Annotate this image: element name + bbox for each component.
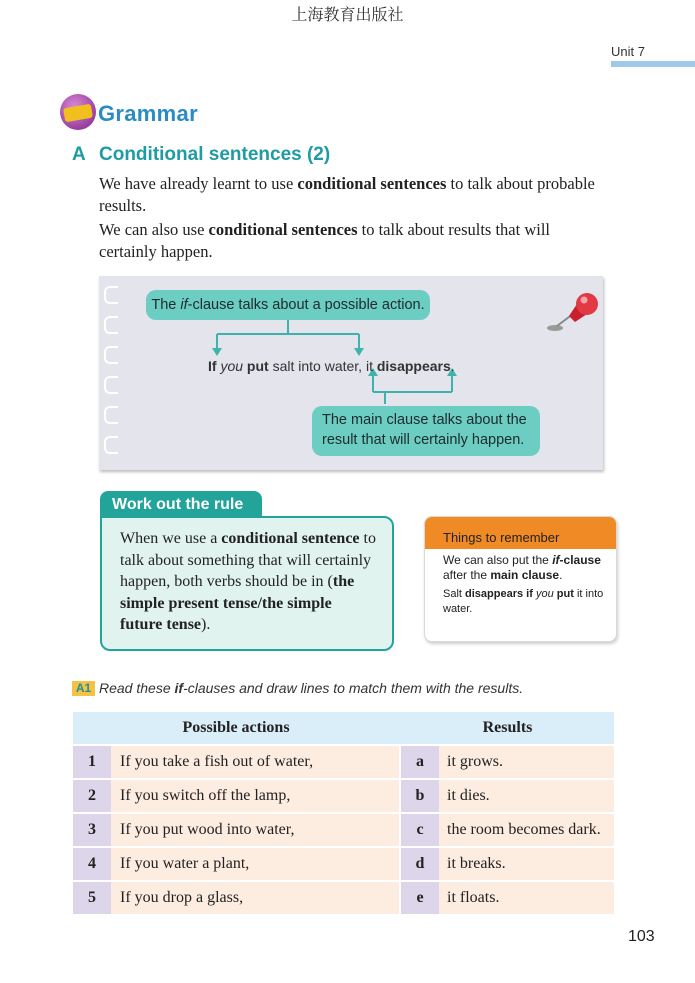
table-row [73, 812, 614, 846]
action-text[interactable]: If you drop a glass, [111, 880, 399, 914]
table-row [73, 744, 614, 778]
rule-box: When we use a conditional sentence to talk about something that will certainly happen, both verbs should be in (the simple present tense/the simple future tense). [100, 516, 394, 651]
action-number: 4 [73, 846, 111, 880]
things-to-remember-body: We can also put the if-clause after the main clause. Salt disappears if you put it into water. [443, 553, 604, 615]
work-out-rule-tab: Work out the rule [100, 491, 262, 518]
example-notebook [99, 276, 603, 470]
results-header: Results [401, 712, 614, 744]
action-text[interactable]: If you water a plant, [111, 846, 399, 880]
example-sentence: If you put salt into water, it disappears. [208, 358, 455, 374]
possible-actions-header: Possible actions [73, 712, 399, 744]
result-letter: a [401, 744, 439, 778]
result-text[interactable]: it dies. [439, 778, 614, 812]
activity-instruction: Read these if-clauses and draw lines to match them with the results. [99, 680, 524, 696]
action-number: 3 [73, 812, 111, 846]
publisher-header: 上海教育出版社 [291, 5, 404, 24]
unit-bar [611, 61, 695, 67]
action-text[interactable]: If you take a fish out of water, [111, 744, 399, 778]
action-number: 1 [73, 744, 111, 778]
table-row [73, 778, 614, 812]
section-letter: A [72, 144, 86, 165]
intro-paragraph-2: We can also use conditional sentences to talk about results that will certainly happen. [99, 220, 550, 261]
result-text[interactable]: it breaks. [439, 846, 614, 880]
activity-tag: A1 [72, 681, 95, 696]
page-number: 103 [628, 928, 655, 945]
result-letter: c [401, 812, 439, 846]
grammar-badge-icon [60, 94, 96, 130]
matching-table [73, 712, 614, 914]
if-clause-callout: The if-clause talks about a possible action. [146, 290, 430, 320]
section-title: Conditional sentences (2) [99, 144, 331, 165]
result-letter: e [401, 880, 439, 914]
result-letter: d [401, 846, 439, 880]
action-number: 2 [73, 778, 111, 812]
action-text[interactable]: If you switch off the lamp, [111, 778, 399, 812]
action-number: 5 [73, 880, 111, 914]
things-to-remember-box [424, 516, 617, 642]
unit-label: Unit 7 [611, 44, 645, 59]
things-to-remember-title: Things to remember [425, 517, 616, 549]
result-text[interactable]: the room becomes dark. [439, 812, 614, 846]
result-text[interactable]: it floats. [439, 880, 614, 914]
intro-paragraph-1: We have already learnt to use conditional sentences to talk about probable results. [99, 174, 595, 215]
main-clause-callout: The main clause talks about the result that will certainly happen. [312, 406, 540, 456]
grammar-heading: Grammar [98, 101, 198, 126]
table-row [73, 880, 614, 914]
table-row [73, 846, 614, 880]
result-letter: b [401, 778, 439, 812]
result-text[interactable]: it grows. [439, 744, 614, 778]
push-pin-icon [543, 286, 603, 336]
action-text[interactable]: If you put wood into water, [111, 812, 399, 846]
